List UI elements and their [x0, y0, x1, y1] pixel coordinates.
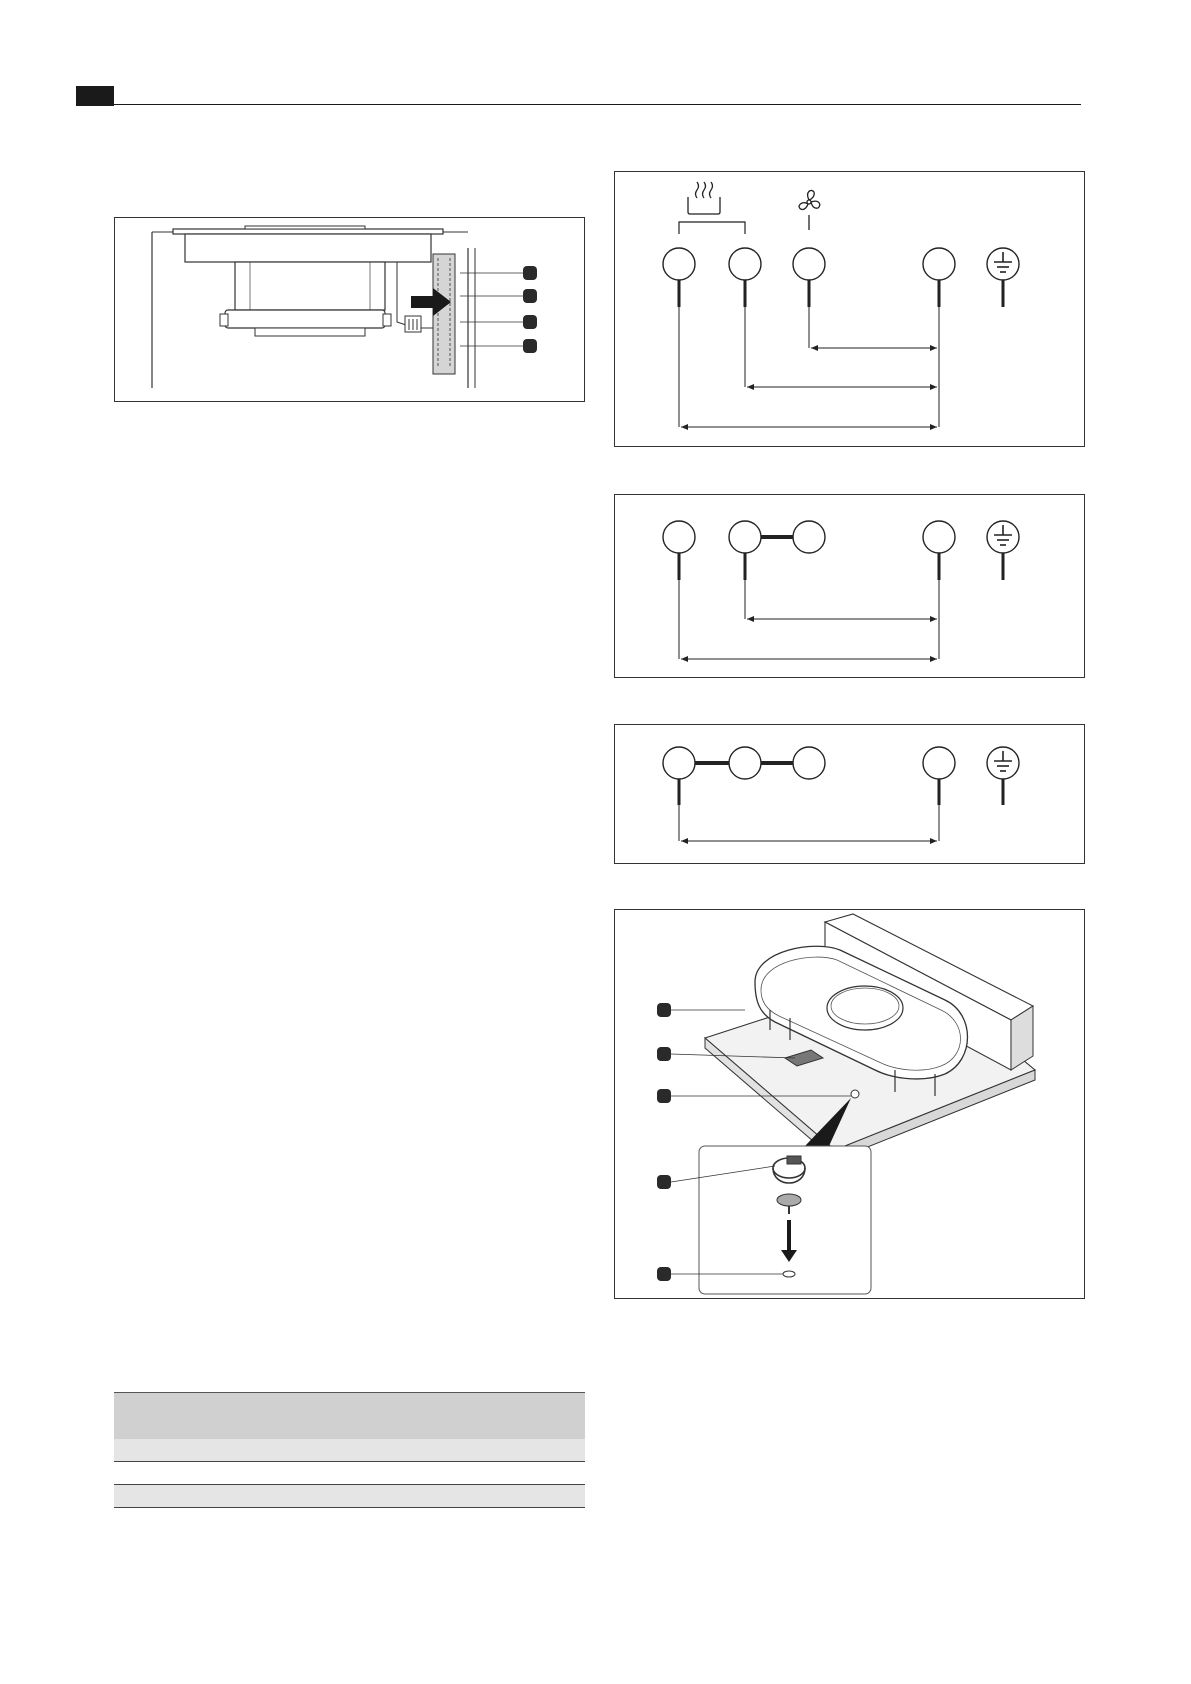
- header-rule: [114, 104, 1081, 105]
- earth-ground-icon: [987, 747, 1019, 805]
- wiring-diagram-two-bridged-drawing: [615, 495, 1086, 679]
- heating-element-icon: [688, 182, 720, 214]
- dimension-line: [681, 424, 937, 430]
- section-tab-marker: [76, 86, 114, 106]
- callout-badge: [523, 315, 537, 329]
- dimension-line: [811, 345, 937, 351]
- dimension-line: [681, 656, 937, 662]
- installation-side-view-figure: [114, 217, 585, 402]
- fan-icon: [799, 190, 820, 230]
- table-row: [114, 1462, 585, 1485]
- callout-badge: [657, 1089, 671, 1103]
- terminal: [729, 248, 761, 307]
- callout-badge: [523, 289, 537, 303]
- wiring-diagram-separate-drawing: [615, 172, 1086, 448]
- installation-side-view-drawing: [115, 218, 586, 403]
- terminal: [923, 747, 955, 805]
- terminal: [923, 248, 955, 307]
- terminal: [923, 521, 955, 580]
- spec-table: [114, 1392, 585, 1508]
- callout-badge: [523, 266, 537, 280]
- hob-mounting-clamp-figure: [614, 909, 1085, 1299]
- terminal: [663, 747, 695, 805]
- callout-badge: [657, 1047, 671, 1061]
- terminal: [663, 521, 695, 580]
- table-row: [114, 1439, 585, 1462]
- terminal: [793, 248, 825, 307]
- callout-badge: [657, 1175, 671, 1189]
- wiring-diagram-three-bridged: [614, 724, 1085, 864]
- table-row: [114, 1485, 585, 1508]
- terminal: [729, 747, 761, 779]
- callout-badge: [657, 1267, 671, 1281]
- terminal: [793, 747, 825, 779]
- callout-badge: [523, 339, 537, 353]
- callout-badge: [657, 1003, 671, 1017]
- dimension-line: [681, 838, 937, 844]
- wiring-diagram-three-bridged-drawing: [615, 725, 1086, 865]
- wiring-diagram-two-bridged: [614, 494, 1085, 678]
- dimension-line: [747, 384, 937, 390]
- earth-ground-icon: [987, 521, 1019, 580]
- terminal: [729, 521, 761, 580]
- spec-table-header: [114, 1392, 585, 1439]
- dimension-line: [747, 616, 937, 622]
- terminal: [663, 248, 695, 307]
- terminal: [793, 521, 825, 553]
- earth-ground-icon: [987, 248, 1019, 307]
- wiring-diagram-separate: [614, 171, 1085, 447]
- hob-mounting-clamp-drawing: [615, 910, 1086, 1300]
